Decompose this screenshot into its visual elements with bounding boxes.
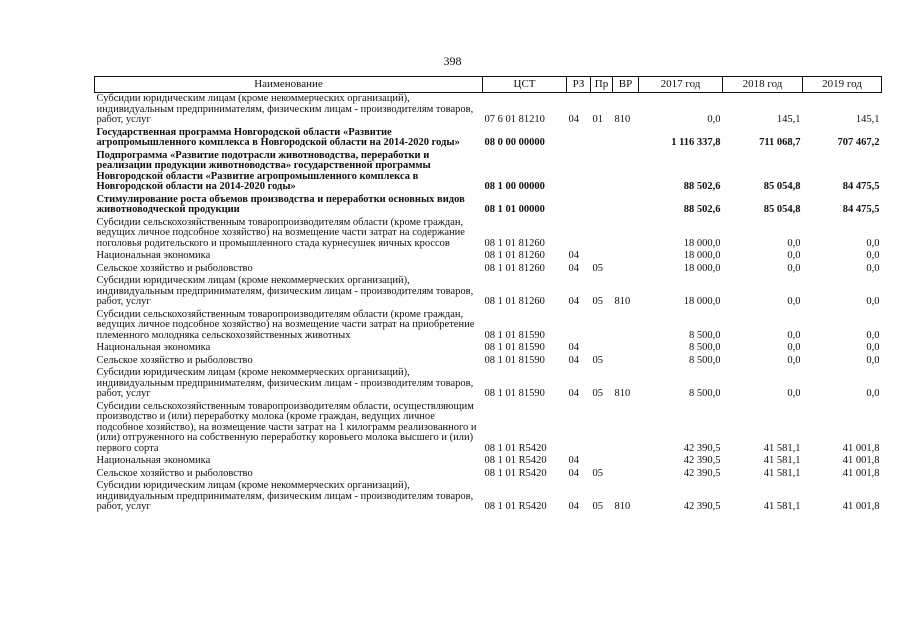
cell-2018: 711 068,7: [759, 137, 801, 148]
header-cst: ЦСТ: [483, 77, 567, 93]
table-row: [95, 250, 882, 263]
cell-2017: 18 000,0: [683, 237, 721, 249]
cell-2017: 42 390,5: [683, 442, 721, 454]
cell-2018: 0,0: [787, 388, 801, 399]
cell-name: Национальная экономика: [96, 250, 211, 261]
cell-vr: 810: [614, 114, 631, 125]
cell-name: Стимулирование роста объемов производства и переработки основных видов животноводческой продукции: [96, 193, 465, 215]
cell-2018: 41 581,1: [763, 442, 801, 454]
header-pr: Пр: [591, 77, 613, 93]
cell-2019: 84 475,5: [842, 181, 880, 192]
cell-rz: 04: [568, 354, 579, 366]
cell-2019: 0,0: [866, 250, 880, 261]
cell-2018: 85 054,8: [763, 181, 801, 192]
cell-2018: 0,0: [787, 250, 801, 261]
cell-2017: 0,0: [707, 114, 721, 125]
cell-vr: [613, 194, 639, 217]
cell-pr: 05: [592, 501, 603, 512]
cell-cst: 08 1 01 00000: [484, 204, 545, 215]
cell-pr: 05: [592, 354, 603, 366]
header-rz: РЗ: [567, 77, 591, 93]
cell-cst: 08 1 01 81260: [484, 296, 545, 307]
cell-2019: 0,0: [866, 342, 880, 353]
cell-vr: [613, 250, 639, 263]
cell-name: Сельское хозяйство и рыболовство: [96, 467, 253, 479]
cell-name: Подпрограмма «Развитие подотрасли животноводства, переработки и реализации продукции животноводства» государственной программы Новгородской области «Развитие агропромышленного комплекса в Новгородской области на 2014-2020 годы»: [96, 149, 431, 192]
cell-2018: 0,0: [787, 354, 801, 366]
cell-2017: 1 116 337,8: [671, 137, 721, 148]
cell-2019: 41 001,8: [842, 501, 880, 512]
cell-pr: 05: [592, 388, 603, 399]
table-row: [95, 468, 882, 481]
cell-rz: [567, 217, 591, 251]
cell-2019: 0,0: [866, 296, 880, 307]
table-row: [95, 217, 882, 251]
cell-2019: 41 001,8: [842, 455, 880, 466]
cell-pr: [591, 217, 613, 251]
cell-pr: 05: [592, 262, 603, 274]
cell-cst: 08 1 01 81260: [484, 237, 545, 249]
cell-2019: 41 001,8: [842, 467, 880, 479]
table-row: [95, 367, 882, 401]
cell-rz: [567, 150, 591, 194]
cell-rz: 04: [568, 467, 579, 479]
cell-2018: 41 581,1: [763, 467, 801, 479]
cell-2017: 88 502,6: [683, 204, 721, 215]
cell-name: Субсидии юридическим лицам (кроме некоммерческих организаций), индивидуальным предпринимателям, физическим лицам - производителям товаров, работ, услуг: [96, 275, 474, 307]
cell-cst: 08 1 01 81590: [484, 388, 545, 399]
cell-2019: 0,0: [866, 388, 880, 399]
cell-2017: 18 000,0: [683, 262, 721, 274]
cell-2018: 145,1: [776, 114, 801, 125]
cell-rz: 04: [568, 501, 579, 512]
cell-cst: 08 0 00 00000: [484, 137, 545, 148]
cell-rz: [567, 309, 591, 343]
cell-vr: [613, 355, 639, 368]
header-vr: ВР: [613, 77, 639, 93]
cell-name: Субсидии сельскохозяйственным товаропроизводителям области (кроме граждан, ведущих личное подсобное хозяйство) на возмещение части затрат на приобретение племенного молодняка сельскохозяйственных животных: [96, 308, 475, 341]
cell-cst: 08 1 01 81590: [484, 354, 545, 366]
cell-2018: 0,0: [787, 262, 801, 274]
cell-2018: 85 054,8: [763, 204, 801, 215]
cell-vr: [613, 309, 639, 343]
cell-pr: [591, 342, 613, 355]
cell-name: Субсидии юридическим лицам (кроме некоммерческих организаций), индивидуальным предпринимателям, физическим лицам - производителям товаров, работ, услуг: [96, 367, 474, 399]
cell-2017: 18 000,0: [683, 296, 721, 307]
cell-vr: [613, 342, 639, 355]
cell-2017: 88 502,6: [683, 181, 721, 192]
cell-rz: [567, 127, 591, 150]
cell-pr: [591, 401, 613, 456]
header-2018: 2018 год: [723, 77, 803, 93]
cell-name: Сельское хозяйство и рыболовство: [96, 354, 253, 366]
cell-rz: 04: [568, 114, 579, 125]
cell-cst: 08 1 01 R5420: [484, 455, 547, 466]
cell-cst: 08 1 01 R5420: [484, 442, 547, 454]
cell-2019: 41 001,8: [842, 442, 880, 454]
header-2019: 2019 год: [803, 77, 882, 93]
cell-2019: 0,0: [866, 329, 880, 341]
page-number: 398: [443, 54, 462, 68]
cell-name: Субсидии сельскохозяйственным товаропроизводителям области, осуществляющим производство и (или) переработку молока (кроме граждан, ведущих личное подсобное хозяйство), на возмещение части затрат на 1 килограмм реализованного и (или) отгруженного на собственную переработку коровьего молока высшего и (или) первого сорта: [96, 400, 477, 454]
cell-2018: 0,0: [787, 342, 801, 353]
cell-2018: 41 581,1: [763, 455, 801, 466]
cell-name: Национальная экономика: [96, 342, 211, 353]
cell-2018: 0,0: [787, 237, 801, 249]
cell-2017: 8 500,0: [689, 388, 721, 399]
table-row: [95, 309, 882, 343]
table-row: [95, 275, 882, 309]
cell-2019: 0,0: [866, 262, 880, 274]
cell-name: Национальная экономика: [96, 455, 211, 466]
cell-pr: [591, 250, 613, 263]
cell-cst: 08 1 01 81260: [484, 250, 545, 261]
cell-rz: 04: [568, 388, 579, 399]
budget-table: [94, 76, 882, 514]
cell-cst: 08 1 01 81590: [484, 342, 545, 353]
cell-name: Сельское хозяйство и рыболовство: [96, 262, 253, 274]
cell-vr: 810: [614, 388, 631, 399]
table-body: [95, 93, 882, 514]
table-row: [95, 480, 882, 514]
cell-pr: [591, 127, 613, 150]
cell-name: Субсидии юридическим лицам (кроме некоммерческих организаций), индивидуальным предпринимателям, физическим лицам - производителям товаров, работ, услуг: [96, 480, 474, 512]
cell-rz: 04: [568, 455, 579, 466]
cell-vr: [613, 468, 639, 481]
cell-2018: 0,0: [787, 329, 801, 341]
cell-rz: 04: [568, 296, 579, 307]
table-row: [95, 455, 882, 468]
table-row: [95, 355, 882, 368]
cell-2017: 8 500,0: [689, 329, 721, 341]
cell-2019: 0,0: [866, 354, 880, 366]
table-row: [95, 401, 882, 456]
cell-name: Субсидии сельскохозяйственным товаропроизводителям области (кроме граждан, ведущих личное подсобное хозяйство) на возмещение части затрат на содержание поголовья родительского и промышленного стада курнесушек яичных кроссов: [96, 216, 465, 249]
cell-vr: [613, 455, 639, 468]
cell-cst: 08 1 01 R5420: [484, 501, 547, 512]
table-row: [95, 93, 882, 127]
cell-vr: [613, 263, 639, 276]
cell-2019: 0,0: [866, 237, 880, 249]
table-row: [95, 263, 882, 276]
cell-vr: [613, 150, 639, 194]
table-header-row: [95, 77, 882, 93]
cell-rz: 04: [568, 250, 579, 261]
cell-pr: [591, 150, 613, 194]
cell-2017: 42 390,5: [683, 455, 721, 466]
cell-vr: [613, 401, 639, 456]
cell-name: Государственная программа Новгородской области «Развитие агропромышленного комплекса в Новгородской области на 2014-2020 годы»: [96, 126, 460, 148]
cell-2017: 18 000,0: [683, 250, 721, 261]
cell-vr: 810: [614, 501, 631, 512]
cell-2018: 41 581,1: [763, 501, 801, 512]
cell-cst: 08 1 00 00000: [484, 181, 545, 192]
table-row: [95, 194, 882, 217]
cell-cst: 08 1 01 R5420: [484, 467, 547, 479]
cell-2018: 0,0: [787, 296, 801, 307]
cell-rz: 04: [568, 262, 579, 274]
header-name: Наименование: [95, 77, 483, 93]
table-row: [95, 127, 882, 150]
cell-pr: 05: [592, 467, 603, 479]
cell-pr: [591, 194, 613, 217]
table-row: [95, 150, 882, 194]
cell-pr: [591, 309, 613, 343]
cell-pr: 01: [592, 114, 603, 125]
cell-name: Субсидии юридическим лицам (кроме некоммерческих организаций), индивидуальным предпринимателям, физическим лицам - производителям товаров, работ, услуг: [96, 93, 474, 125]
cell-2017: 8 500,0: [689, 354, 721, 366]
cell-rz: [567, 401, 591, 456]
header-2017: 2017 год: [639, 77, 723, 93]
cell-vr: [613, 127, 639, 150]
cell-rz: 04: [568, 342, 579, 353]
cell-2019: 84 475,5: [842, 204, 880, 215]
cell-pr: [591, 455, 613, 468]
cell-rz: [567, 194, 591, 217]
cell-2017: 8 500,0: [689, 342, 721, 353]
cell-2017: 42 390,5: [683, 467, 721, 479]
cell-cst: 08 1 01 81590: [484, 329, 545, 341]
cell-vr: [613, 217, 639, 251]
cell-cst: 08 1 01 81260: [484, 262, 545, 274]
cell-2017: 42 390,5: [683, 501, 721, 512]
cell-2019: 707 467,2: [837, 137, 880, 148]
cell-vr: 810: [614, 296, 631, 307]
cell-cst: 07 6 01 81210: [484, 114, 545, 125]
cell-2019: 145,1: [855, 114, 880, 125]
cell-pr: 05: [592, 296, 603, 307]
table-row: [95, 342, 882, 355]
